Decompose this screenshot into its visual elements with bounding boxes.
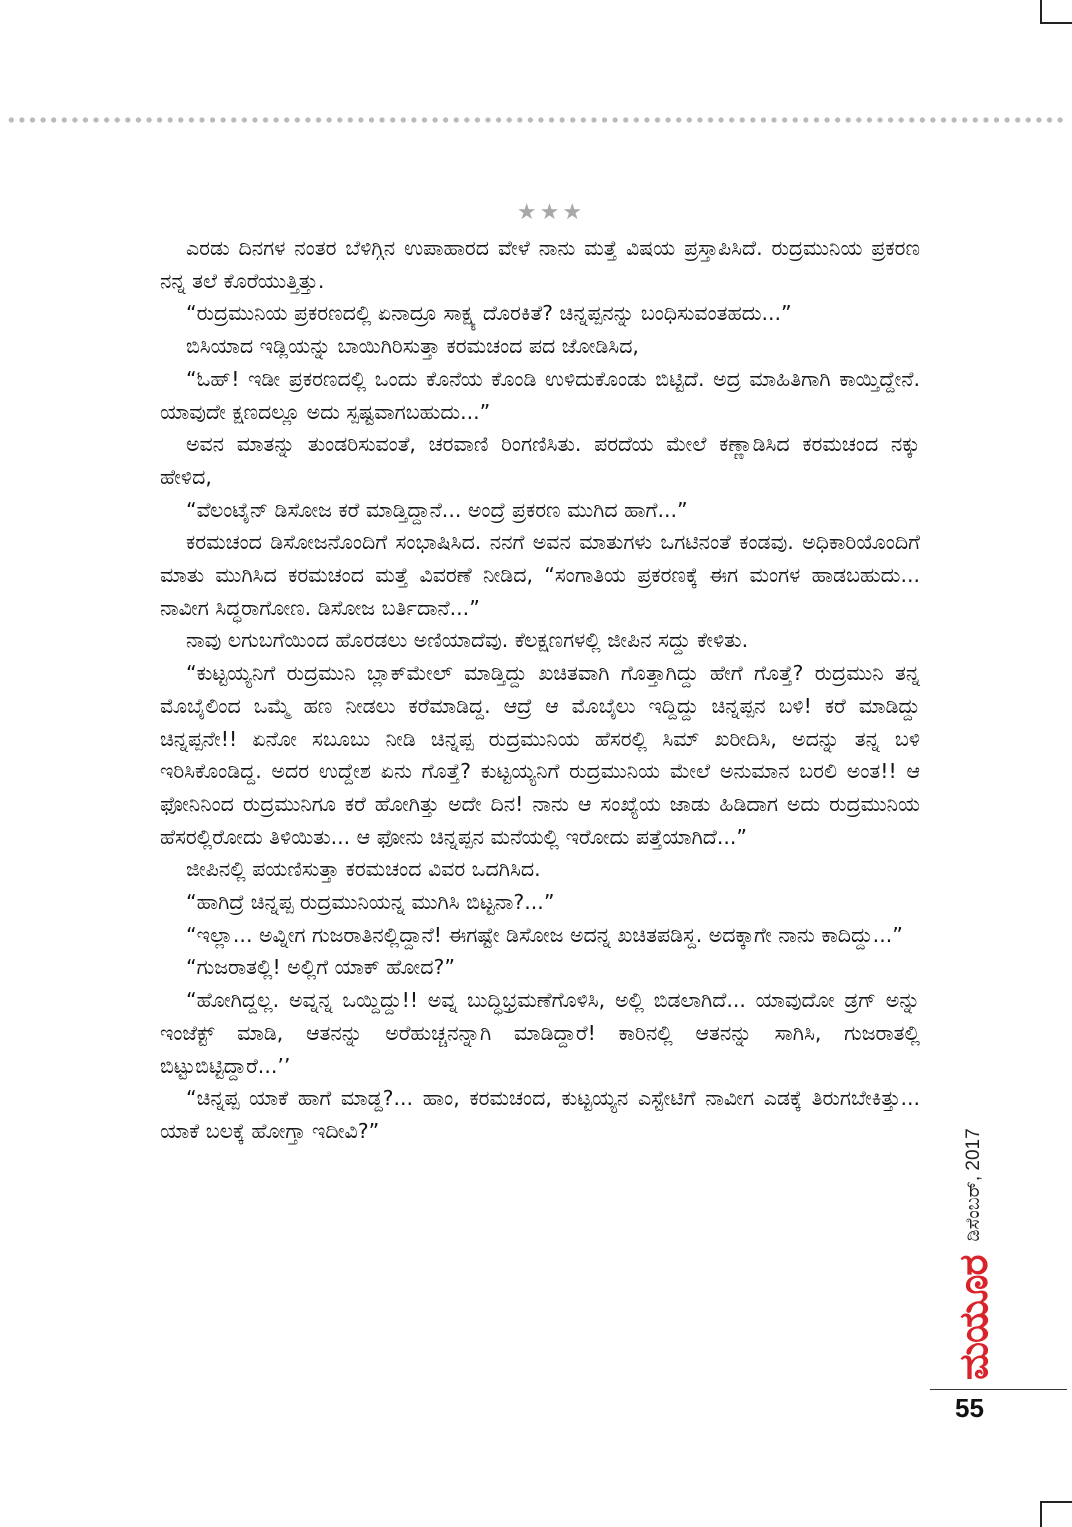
- paragraph: ಕರಮಚಂದ ಡಿಸೋಜನೊಂದಿಗೆ ಸಂಭಾಷಿಸಿದ. ನನಗೆ ಅವನ ಮಾತುಗಳು ಒಗಟಿನಂತೆ ಕಂಡವು. ಅಧಿಕಾರಿಯೊಂದಿಗೆ ಮಾತು ಮುಗಿಸಿದ ಕರಮಚಂದ ಮತ್ತೆ ವಿವರಣೆ ನೀಡಿದ, “ಸಂಗಾತಿಯ ಪ್ರಕರಣಕ್ಕೆ ಈಗ ಮಂಗಳ ಹಾಡಬಹುದು... ನಾವೀಗ ಸಿದ್ಧರಾಗೋಣ. ಡಿಸೋಜ ಬರ್ತಿದಾನೆ...”: [160, 530, 920, 620]
- paragraph: “ರುದ್ರಮುನಿಯ ಪ್ರಕರಣದಲ್ಲಿ ಏನಾದ್ರೂ ಸಾಕ್ಷ್ಯ ದೊರಕಿತೆ? ಚಿನ್ನಪ್ಪನನ್ನು ಬಂಧಿಸುವಂತಹದು...”: [186, 301, 792, 326]
- issue-date: ಡಿಸೆಂಬರ್, 2017: [963, 1128, 984, 1242]
- paragraph: “ಗುಜರಾತಲ್ಲಿ! ಅಲ್ಲಿಗೆ ಯಾಕ್ ಹೋದ?”: [186, 955, 455, 980]
- dotted-divider: [6, 116, 1066, 124]
- paragraph: ಜೀಪಿನಲ್ಲಿ ಪಯಣಿಸುತ್ತಾ ಕರಮಚಂದ ವಿವರ ಒದಗಿಸಿದ.: [186, 857, 541, 882]
- paragraph: “ಓಹ್! ಇಡೀ ಪ್ರಕರಣದಲ್ಲಿ ಒಂದು ಕೊನೆಯ ಕೊಂಡಿ ಉಳಿದುಕೊಂಡು ಬಿಟ್ಟಿದೆ. ಅದ್ರ ಮಾಹಿತಿಗಾಗಿ ಕಾಯ್ತಿದ್ದೇನೆ. ಯಾವುದೇ ಕ್ಷಣದಲ್ಲೂ ಅದು ಸ್ಪಷ್ಟವಾಗಬಹುದು...”: [160, 366, 920, 424]
- paragraph: “ಕುಟ್ಟಯ್ಯನಿಗೆ ರುದ್ರಮುನಿ ಬ್ಲಾಕ್‌ಮೇಲ್ ಮಾಡ್ತಿದ್ದು ಖಚಿತವಾಗಿ ಗೊತ್ತಾಗಿದ್ದು ಹೇಗೆ ಗೊತ್ತೆ? ರುದ್ರಮುನಿ ತನ್ನ ಮೊಬೈಲಿಂದ ಒಮ್ಮೆ ಹಣ ನೀಡಲು ಕರೆಮಾಡಿದ್ದ. ಆದ್ರೆ ಆ ಮೊಬೈಲು ಇದ್ದಿದ್ದು ಚಿನ್ನಪ್ಪನ ಬಳಿ! ಕರೆ ಮಾಡಿದ್ದು ಚಿನ್ನಪ್ಪನೇ!! ಏನೋ ಸಬೂಬು ನೀಡಿ ಚಿನ್ನಪ್ಪ ರುದ್ರಮುನಿಯ ಹೆಸರಲ್ಲಿ ಸಿಮ್ ಖರೀದಿಸಿ, ಅದನ್ನು ತನ್ನ ಬಳಿ ಇರಿಸಿಕೊಂಡಿದ್ದ. ಅದರ ಉದ್ದೇಶ ಏನು ಗೊತ್ತೆ? ಕುಟ್ಟಯ್ಯನಿಗೆ ರುದ್ರಮುನಿಯ ಮೇಲೆ ಅನುಮಾನ ಬರಲಿ ಅಂತ!! ಆ ಫೋನಿನಿಂದ ರುದ್ರಮುನಿಗೂ ಕರೆ ಹೋಗಿತ್ತು ಅದೇ ದಿನ! ನಾನು ಆ ಸಂಖ್ಯೆಯ ಜಾಡು ಹಿಡಿದಾಗ ಅದು ರುದ್ರಮುನಿಯ ಹೆಸರಲ್ಲಿರೋದು ತಿಳಿಯಿತು... ಆ ಫೋನು ಚಿನ್ನಪ್ಪನ ಮನೆಯಲ್ಲಿ ಇರೋದು ಪತ್ತೆಯಾಗಿದೆ...”: [160, 661, 920, 849]
- paragraph: “ವೆಲಂಟೈನ್ ಡಿಸೋಜ ಕರೆ ಮಾಡ್ತಿದ್ದಾನೆ... ಅಂದ್ರೆ ಪ್ರಕರಣ ಮುಗಿದ ಹಾಗೆ...”: [186, 497, 688, 522]
- crop-mark-bottom: [1040, 1501, 1072, 1527]
- crop-mark-top: [1040, 0, 1072, 24]
- paragraph: “ಚಿನ್ನಪ್ಪ ಯಾಕೆ ಹಾಗೆ ಮಾಡ್ದ?... ಹಾಂ, ಕರಮಚಂದ, ಕುಟ್ಟಯ್ಯನ ಎಸ್ಟೇಟಿಗೆ ನಾವೀಗ ಎಡಕ್ಕೆ ತಿರುಗಬೇಕಿತ್ತು... ಯಾಕೆ ಬಲಕ್ಕೆ ಹೋಗ್ತಾ ಇದೀವಿ?”: [160, 1086, 920, 1143]
- section-break-stars: ★★★: [516, 200, 586, 225]
- paragraph: ಬಿಸಿಯಾದ ಇಡ್ಲಿಯನ್ನು ಬಾಯಿಗಿರಿಸುತ್ತಾ ಕರಮಚಂದ ಪದ ಜೋಡಿಸಿದ,: [186, 334, 639, 359]
- paragraph: “ಹಾಗಿದ್ರೆ ಚಿನ್ನಪ್ಪ ರುದ್ರಮುನಿಯನ್ನ ಮುಗಿಸಿ ಬಿಟ್ಟನಾ?...”: [186, 890, 555, 915]
- magazine-masthead-vertical: [952, 1100, 996, 1380]
- paragraph: ನಾವು ಲಗುಬಗೆಯಿಂದ ಹೊರಡಲು ಅಣಿಯಾದೆವು. ಕೆಲಕ್ಷಣಗಳಲ್ಲಿ ಜೀಪಿನ ಸದ್ದು ಕೇಳಿತು.: [186, 628, 749, 653]
- magazine-logo: ಮಯೂರ: [951, 1255, 997, 1380]
- article-body: [160, 232, 920, 1148]
- paragraph: “ಹೋಗಿದ್ದಲ್ಲ. ಅವ್ನನ್ನ ಒಯ್ದಿದ್ದು!! ಅವ್ನ ಬುದ್ಧಿಭ್ರಮಣೆಗೊಳಿಸಿ, ಅಲ್ಲಿ ಬಿಡಲಾಗಿದೆ... ಯಾವುದೋ ಡ್ರಗ್ ಅನ್ನು ಇಂಜೆಕ್ಟ್ ಮಾಡಿ, ಆತನನ್ನು ಅರೆಹುಚ್ಚನನ್ನಾಗಿ ಮಾಡಿದ್ದಾರೆ! ಕಾರಿನಲ್ಲಿ ಆತನನ್ನು ಸಾಗಿಸಿ, ಗುಜರಾತಲ್ಲಿ ಬಿಟ್ಟುಬಿಟ್ಟಿದ್ದಾರೆ...’’: [160, 988, 920, 1078]
- paragraph: ಅವನ ಮಾತನ್ನು ತುಂಡರಿಸುವಂತೆ, ಚರವಾಣಿ ರಿಂಗಣಿಸಿತು. ಪರದೆಯ ಮೇಲೆ ಕಣ್ಣಾಡಿಸಿದ ಕರಮಚಂದ ನಕ್ಕು ಹೇಳಿದ,: [160, 432, 920, 489]
- paragraph: ಎರಡು ದಿನಗಳ ನಂತರ ಬೆಳಿಗ್ಗಿನ ಉಪಾಹಾರದ ವೇಳೆ ನಾನು ಮತ್ತೆ ವಿಷಯ ಪ್ರಸ್ತಾಪಿಸಿದೆ. ರುದ್ರಮುನಿಯ ಪ್ರಕರಣ ನನ್ನ ತಲೆ ಕೊರೆಯುತ್ತಿತ್ತು.: [160, 236, 920, 293]
- footer-rule: [930, 1389, 1067, 1390]
- paragraph: “ಇಲ್ಲಾ... ಅವ್ನೀಗ ಗುಜರಾತಿನಲ್ಲಿದ್ದಾನೆ! ಈಗಷ್ಟೇ ಡಿಸೋಜ ಅದನ್ನ ಖಚಿತಪಡಿಸ್ದ. ಅದಕ್ಕಾಗೇ ನಾನು ಕಾದಿದ್ದು...”: [186, 922, 903, 947]
- page-number: 55: [955, 1393, 984, 1423]
